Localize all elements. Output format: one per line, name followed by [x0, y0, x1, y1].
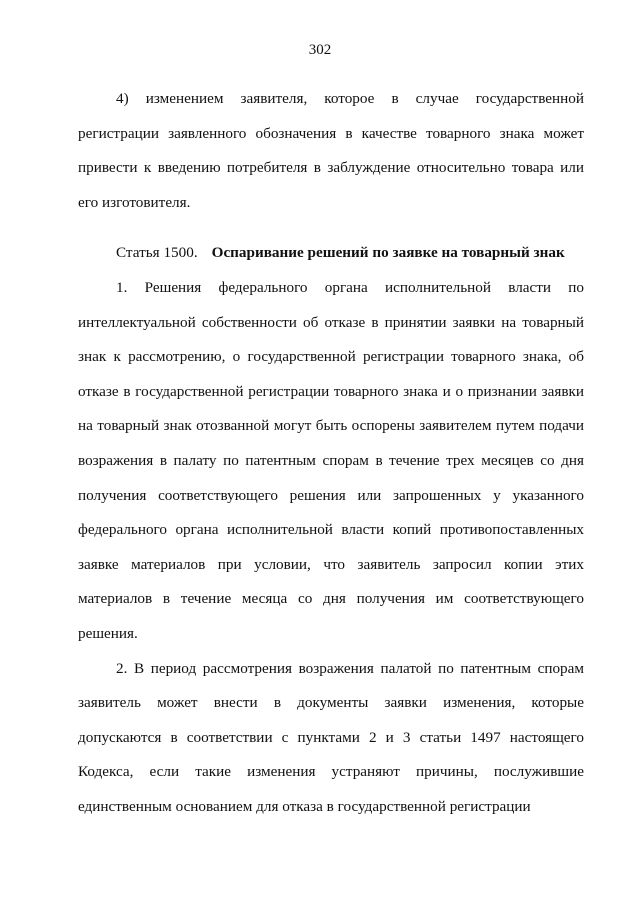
paragraph-item-4: 4) изменением заявителя, которое в случае государственной регистрации заявленного обозначения в качестве товарного знака может привести к введению потребителя в заблуждение относительно товара или его изготовителя.: [78, 90, 584, 211]
page-number: 302: [308, 42, 332, 58]
document-body: [78, 82, 584, 824]
article-heading: [78, 236, 584, 271]
paragraph-1: 1. Решения федерального органа исполнительной власти по интеллектуальной собственности об отказе в принятии заявки на товарный знак к рассмотрению, о государственной регистрации товарного знака, об отказе в государственной регистрации товарного знака и о признании заявки на товарный знак отозванной могут быть оспорены заявителем путем подачи возражения в палату по патентным спорам в течение трех месяцев со дня получения соответствующего решения или запрошенных у указанного федерального органа исполнительной власти копий противопоставленных заявке материалов при условии, что заявитель запросил копии этих материалов в течение месяца со дня получения им соответствующего решения.: [78, 278, 584, 642]
section-gap: [78, 220, 584, 236]
article-title: Оспаривание решений по заявке на товарный знак: [211, 244, 565, 262]
article-number: Статья 1500.: [116, 244, 198, 262]
paragraph-2: 2. В период рассмотрения возражения палатой по патентным спорам заявитель может внести в документы заявки изменения, которые допускаются в соответствии с пунктами 2 и 3 статьи 1497 настоящего Кодекса, если такие изменения устраняют причины, послужившие единственным основанием для отказа в государственной регистрации: [78, 659, 584, 815]
